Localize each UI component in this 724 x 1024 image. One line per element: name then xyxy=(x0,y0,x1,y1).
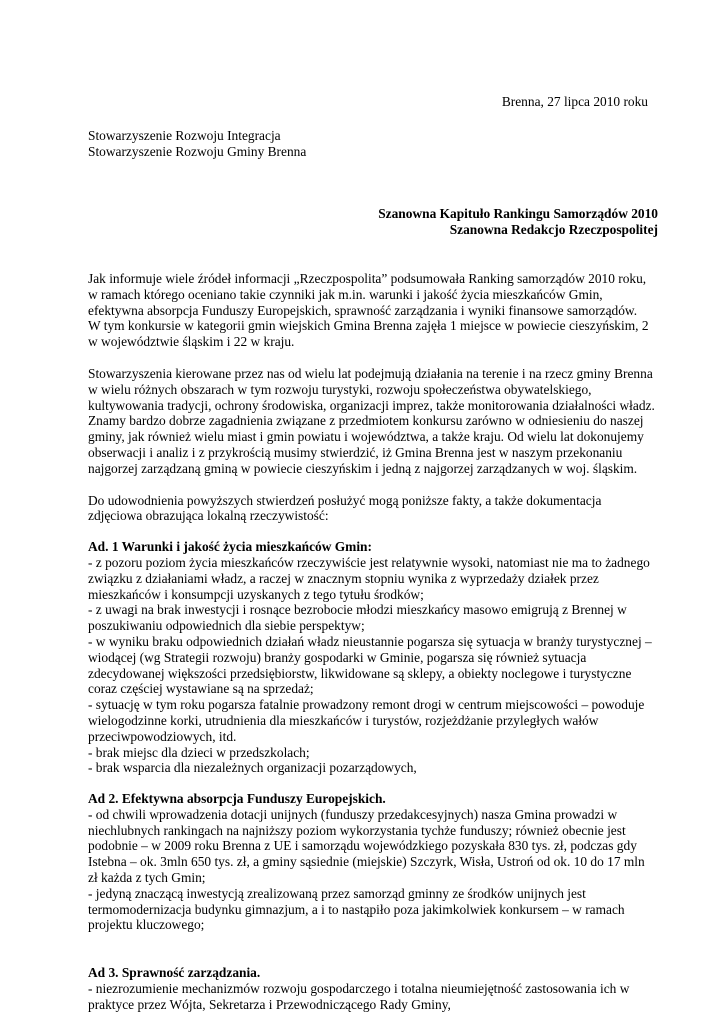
text-line: - z pozoru poziom życia mieszkańców rzeczywiście jest relatywnie wysoki, natomiast nie ma to żadnego xyxy=(88,554,650,570)
text-line: termomodernizacja budynku gimnazjum, a i to nastąpiło poza jakimkolwiek konkursem – w ramach xyxy=(88,901,625,917)
text-line: niechlubnych rankingach na najniższy poziom wykorzystania tychże funduszy; również obecnie jest xyxy=(88,822,626,838)
addressees-block xyxy=(88,206,658,238)
text-line: - brak wsparcia dla niezależnych organizacji pozarządowych, xyxy=(88,760,417,776)
text-line: przeciwpowodziowych, itd. xyxy=(88,728,237,744)
text-line: Jak informuje wiele źródeł informacji „Rzeczpospolita” podsumowała Ranking samorządów 2010 roku, xyxy=(88,270,647,286)
text-line: - sytuację w tym roku pogarsza fatalnie prowadzony remont drogi w centrum miejscowości – powoduje xyxy=(88,697,645,713)
text-line: efektywna absorpcja Funduszy Europejskich, sprawność zarządzania i wyniki finansowe samorządów. xyxy=(88,302,638,318)
text-line: Znamy bardzo dobrze zagadnienia związane z przedmiotem konkursu zarówno w odniesieniu do naszej xyxy=(88,413,644,429)
addressee-line: Szanowna Kapituło Rankingu Samorządów 2010 xyxy=(378,206,658,222)
section-title: Ad. 1 Warunki i jakość życia mieszkańców Gmin: xyxy=(88,539,372,555)
letter-page xyxy=(88,94,658,1013)
paragraph-intro xyxy=(88,271,658,350)
text-line: Stowarzyszenia kierowane przez nas od wielu lat podejmują działania na terenie i na rzecz gminy Brenna xyxy=(88,365,653,381)
date-line: Brenna, 27 lipca 2010 roku xyxy=(501,94,648,109)
paragraph-evidence xyxy=(88,493,658,525)
text-line: wiodącej (wg Strategii rozwoju) branży gospodarki w Gminie, pogarsza się również sytuacja xyxy=(88,649,587,665)
text-line: - niezrozumienie mechanizmów rozwoju gospodarczego i totalna nieumiejętność zastosowania ich w xyxy=(88,981,630,997)
section-living-conditions xyxy=(88,539,658,776)
section-title: Ad 2. Efektywna absorpcja Funduszy Europejskich. xyxy=(88,791,386,807)
text-line: - w wyniku braku odpowiednich działań władz nieustannie pogarsza się sytuacja w branży turystycznej – xyxy=(88,633,652,649)
text-line: kultywowania tradycji, ochrony środowiska, organizacji imprez, także monitorowania działalności władz. xyxy=(88,397,655,413)
sender-line: Stowarzyszenie Rozwoju Gminy Brenna xyxy=(88,143,307,159)
text-line: zł każda z tych Gmin; xyxy=(88,870,206,886)
text-line: mieszkańców i konsumpcji uzyskanych z tego tytułu środków; xyxy=(88,586,424,602)
text-line: w województwie śląskim i 22 w kraju. xyxy=(88,334,295,350)
text-line: podobnie – w 2009 roku Brenna z UE i samorządu wojewódzkiego pozyskała 830 tys. zł, podczas gdy xyxy=(88,838,637,854)
text-line: gminy, jak również wielu miast i gmin powiatu i województwa, a także kraju. Od wielu lat dokonujemy xyxy=(88,429,644,445)
text-line: Istebna – ok. 3mln 650 tys. zł, a gminy sąsiednie (miejskie) Szczyrk, Wisła, Ustroń od ok. 10 do 17 mln xyxy=(88,854,645,870)
text-line: najgorzej zarządzaną gminą w powiecie cieszyńskim i jedną z najgorzej zarządzanych w woj. śląskim. xyxy=(88,460,638,476)
senders-block xyxy=(88,128,658,160)
text-line: - z uwagi na brak inwestycji i rosnące bezrobocie młodzi mieszkańcy masowo emigrują z Brennej w xyxy=(88,602,627,618)
section-title: Ad 3. Sprawność zarządzania. xyxy=(88,965,261,981)
text-line: coraz częściej wystawiane są na sprzedaż; xyxy=(88,681,314,697)
text-line: - jedyną znaczącą inwestycją zrealizowaną przez samorząd gminny ze środków unijnych jest xyxy=(88,885,586,901)
text-line: - od chwili wprowadzenia dotacji unijnych (funduszy przedakcesyjnych) nasza Gmina prowadzi w xyxy=(88,806,618,822)
text-line: związku z działaniami władz, a raczej w znacznym stopniu wynika z wyprzedaży działek przez xyxy=(88,570,599,586)
text-line: praktyce przez Wójta, Sekretarza i Przewodniczącego Rady Gminy, xyxy=(88,996,451,1012)
text-line: wielogodzinne korki, utrudnienia dla mieszkańców i turystów, rozjeżdżanie przyległych wałów xyxy=(88,712,599,728)
text-line: w wielu różnych obszarach w tym rozwoju turystyki, rozwoju społeczeństwa obywatelskiego, xyxy=(88,381,592,397)
text-line: poszukiwaniu odpowiednich dla siebie perspektyw; xyxy=(88,618,365,634)
text-line: - brak miejsc dla dzieci w przedszkolach; xyxy=(88,744,310,760)
paragraph-associations xyxy=(88,366,658,477)
section-eu-funds xyxy=(88,791,658,933)
text-line: projektu kluczowego; xyxy=(88,917,205,933)
section-management xyxy=(88,965,658,1012)
text-line: obserwacji i analiz i z przykrością musimy stwierdzić, iż Gmina Brenna jest w naszym przekonaniu xyxy=(88,444,623,460)
sender-line: Stowarzyszenie Rozwoju Integracja xyxy=(88,127,281,143)
addressee-line: Szanowna Redakcjo Rzeczpospolitej xyxy=(449,222,658,238)
text-line: w ramach którego oceniano takie czynniki jak m.in. warunki i jakość życia mieszkańców Gmin, xyxy=(88,286,603,302)
text-line: Do udowodnienia powyższych stwierdzeń posłużyć mogą poniższe fakty, a także dokumentacja xyxy=(88,492,602,508)
text-line: zdecydowanej większości przedsiębiorstw, likwidowane są sklepy, a obiekty noclegowe i turystyczne xyxy=(88,665,632,681)
text-line: W tym konkursie w kategorii gmin wiejskich Gmina Brenna zajęła 1 miejsce w powiecie cieszyńskim, 2 xyxy=(88,318,649,334)
text-line: zdjęciowa obrazująca lokalną rzeczywistość: xyxy=(88,508,329,524)
